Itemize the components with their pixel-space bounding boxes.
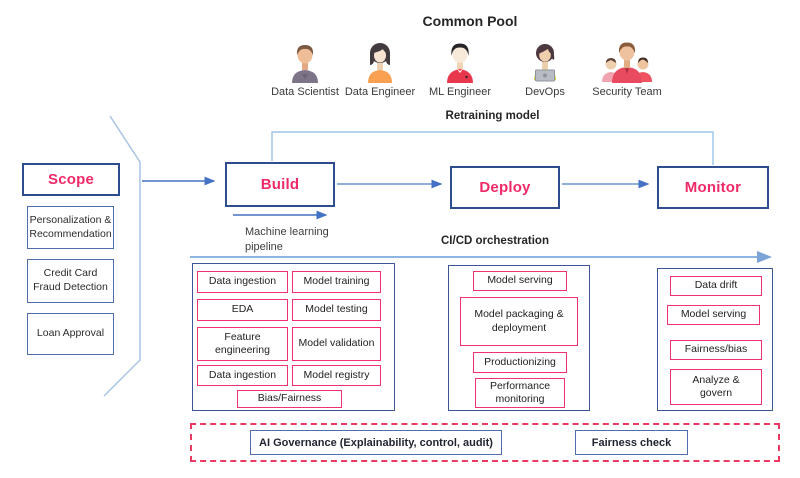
task-data-ingestion-2 [197,365,288,386]
build-label: Build [260,176,300,193]
task-model-registry [292,365,381,386]
persona-label: Data Scientist [271,86,339,98]
task-label: Fairness/bias [684,343,748,356]
ai-governance-label: AI Governance (Explainability, control, audit) [259,436,493,449]
task-model-serving [473,271,567,291]
use-case-label: Loan Approval [36,327,105,340]
task-fairness-bias [670,340,762,360]
task-performance-monitoring [475,378,565,408]
task-label: Model packaging & deployment [474,308,564,334]
task-label: Model registry [303,368,370,381]
task-label: Model testing [305,303,368,316]
fairness-check-label: Fairness check [591,436,672,449]
task-label: Bias/Fairness [257,392,322,405]
task-model-serving-monitor [667,305,760,325]
task-label: EDA [231,303,254,316]
task-label: Model serving [680,308,747,321]
task-data-drift [670,276,762,296]
data-engineer-icon [358,38,402,84]
use-case-personalization [27,206,114,249]
task-model-validation [292,327,381,361]
task-label: Feature engineering [215,330,270,356]
common-pool-title: Common Pool [422,13,518,29]
persona-label: DevOps [525,86,565,98]
data-scientist-icon [283,38,327,84]
persona-label: ML Engineer [429,86,491,98]
retraining-loop-line [272,132,713,165]
task-bias-fairness [237,390,342,408]
persona-security-team [575,38,679,98]
task-model-testing [292,299,381,321]
ml-pipeline-label: Machine learning pipeline [245,226,329,253]
task-label: Model validation [298,337,375,350]
task-label: Performance monitoring [489,379,551,405]
task-label: Data drift [694,279,738,292]
security-team-icon [599,38,655,84]
ml-engineer-icon [438,38,482,84]
persona-label: Data Engineer [344,86,416,98]
use-case-label: Credit Card Fraud Detection [33,267,108,293]
task-feature-engineering [197,327,288,361]
task-label: Analyze & govern [692,373,740,399]
deploy-label: Deploy [479,179,531,196]
ai-governance-box [250,430,502,455]
task-label: Productionizing [484,355,556,368]
task-model-packaging [460,297,578,346]
fairness-check-box [575,430,688,455]
scope-title: Scope [47,171,94,188]
task-model-training [292,271,381,293]
use-case-label: Personalization & Recommendation [29,213,112,240]
task-eda [197,299,288,321]
task-data-ingestion-1 [197,271,288,293]
retraining-label: Retraining model [445,110,540,122]
deploy-stage-box [450,166,560,209]
task-label: Model serving [487,274,553,287]
scope-box [22,163,120,196]
task-analyze-govern [670,369,762,405]
devops-icon [523,38,567,84]
monitor-stage-box [657,166,769,209]
use-case-loan [27,313,114,355]
persona-label: Security Team [592,86,662,98]
task-label: Data ingestion [208,275,277,288]
use-case-fraud [27,259,114,303]
task-label: Model training [303,275,370,288]
monitor-label: Monitor [684,179,742,196]
build-stage-box [225,162,335,207]
task-productionizing [473,352,567,373]
cicd-label: CI/CD orchestration [441,235,549,247]
task-label: Data ingestion [208,368,277,381]
